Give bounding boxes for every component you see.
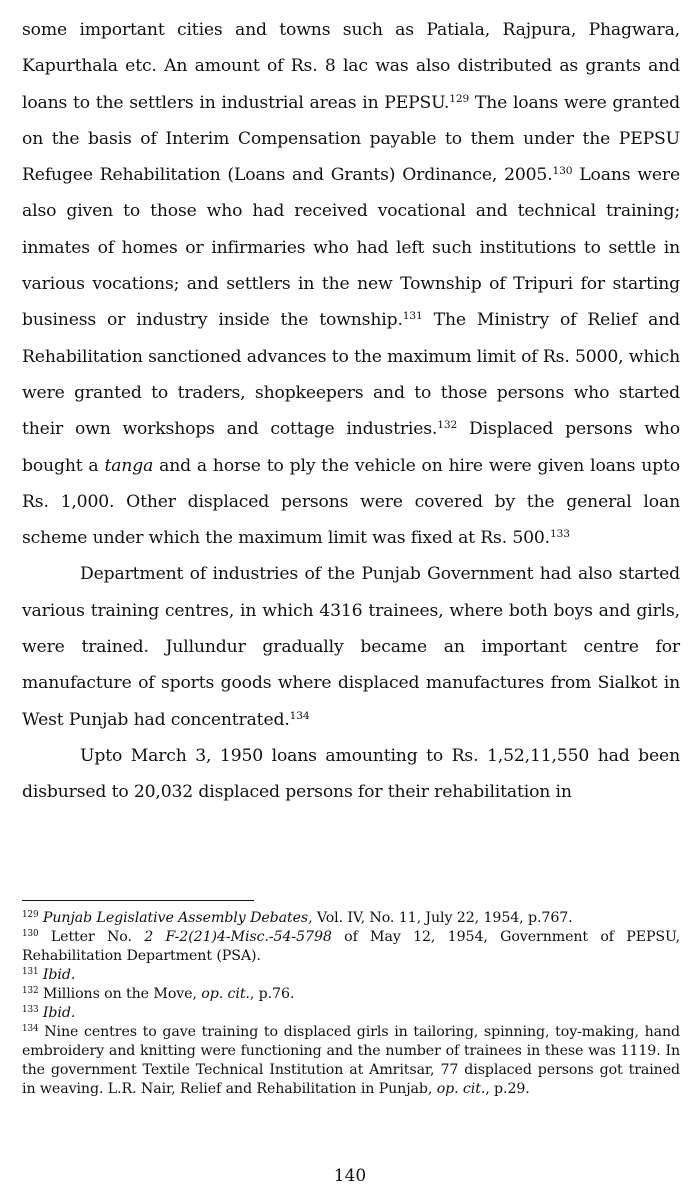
text-run: , p.29. [485, 1081, 530, 1097]
text-run: The Ministry of Relief and Rehabilitation sanctioned advances to the maximum limit of Rs. 5000, which were granted to traders, shopkeepers and to those persons who started their own workshops and cottage industries. [22, 310, 680, 440]
text-run: , Vol. IV, No. 11, July 22, 1954, p.767. [308, 910, 573, 926]
italic-text: tanga [104, 455, 154, 476]
footnote-reference: 130 [552, 164, 573, 178]
footnote-130 [22, 928, 680, 966]
text-run: Nine centres to gave training to displaced girls in tailoring, spinning, toy-making, hand embroidery and knitting were functioning and the number of trainees in these was 1119. In the government Textile Technical Institution at Amritsar, 77 displaced persons got trained in weaving. L.R. Nair, Relief and Rehabilitation in Punjab, [22, 1024, 680, 1097]
text-run: Displaced persons who bought a [22, 419, 680, 476]
paragraph [22, 556, 680, 737]
document-page [22, 12, 680, 811]
footnote-133 [22, 1004, 680, 1023]
footnote-reference: 132 [437, 418, 458, 432]
italic-text: op. cit. [201, 986, 250, 1002]
footnote-number: 129 [22, 910, 39, 921]
text-run: some important cities and towns such as Patiala, Rajpura, Phagwara, Kapurthala etc. An amount of Rs. 8 lac was also distributed as grants and loans to the settlers in industrial areas in PEPSU. [22, 20, 680, 113]
text-run: Loans were also given to those who had received vocational and technical training; inmates of homes or infirmaries who had left such institutions to settle in various vocations; and settlers in the new Township of Tripuri for starting business or industry inside the township. [22, 165, 680, 331]
text-run: Millions on the Move, [38, 986, 202, 1002]
italic-text: op. cit. [436, 1081, 486, 1097]
footnote-129 [22, 909, 680, 928]
italic-text: 2 F-2(21)4-Misc.-54-5798 [144, 929, 332, 945]
footnote-number: 131 [22, 967, 39, 978]
footnote-number: 134 [22, 1024, 39, 1035]
footnote-132 [22, 985, 680, 1004]
footnote-number: 133 [22, 1005, 39, 1016]
italic-text: Ibid. [42, 967, 76, 983]
text-run: The loans were granted on the basis of Interim Compensation payable to them under the PEPSU Refugee Rehabilitation (Loans and Grants) Ordinance, 2005. [22, 92, 680, 186]
footnote-reference: 129 [449, 91, 470, 105]
text-run: Upto March 3, 1950 loans amounting to Rs. 1,52,11,550 had been disbursed to 20,032 displaced persons for their rehabilitation in [22, 745, 680, 803]
paragraph [22, 738, 680, 811]
text-run: Department of industries of the Punjab Government had also started various training centres, in which 4316 trainees, where both boys and girls, were trained. Jullundur gradually became an important centre for manufacture of sports goods where displaced manufactures from Sialkot in West Punjab had concentrated. [22, 564, 680, 730]
page-number: 140 [333, 1166, 367, 1186]
body-text [22, 12, 680, 811]
text-run: and a horse to ply the vehicle on hire were given loans upto Rs. 1,000. Other displaced persons were covered by the general loan scheme under which the maximum limit was fixed at Rs. 500. [22, 455, 680, 549]
footnote-reference: 133 [550, 527, 570, 541]
footnote-reference: 131 [402, 309, 423, 323]
paragraph [22, 12, 680, 556]
text-run: of May 12, 1954, Government of PEPSU, Rehabilitation Department (PSA). [22, 929, 680, 964]
text-run: , p.76. [249, 986, 295, 1002]
footnote-reference: 134 [289, 708, 310, 722]
footnote-134 [22, 1023, 680, 1099]
text-run: Letter No. [38, 929, 145, 945]
footnote-131 [22, 966, 680, 985]
footnote-number: 130 [22, 929, 39, 940]
footnote-number: 132 [22, 986, 39, 997]
footnote-separator-rule [22, 900, 254, 901]
italic-text: Ibid. [42, 1005, 76, 1021]
footnotes [22, 909, 680, 1099]
italic-text: Punjab Legislative Assembly Debates [42, 910, 309, 926]
